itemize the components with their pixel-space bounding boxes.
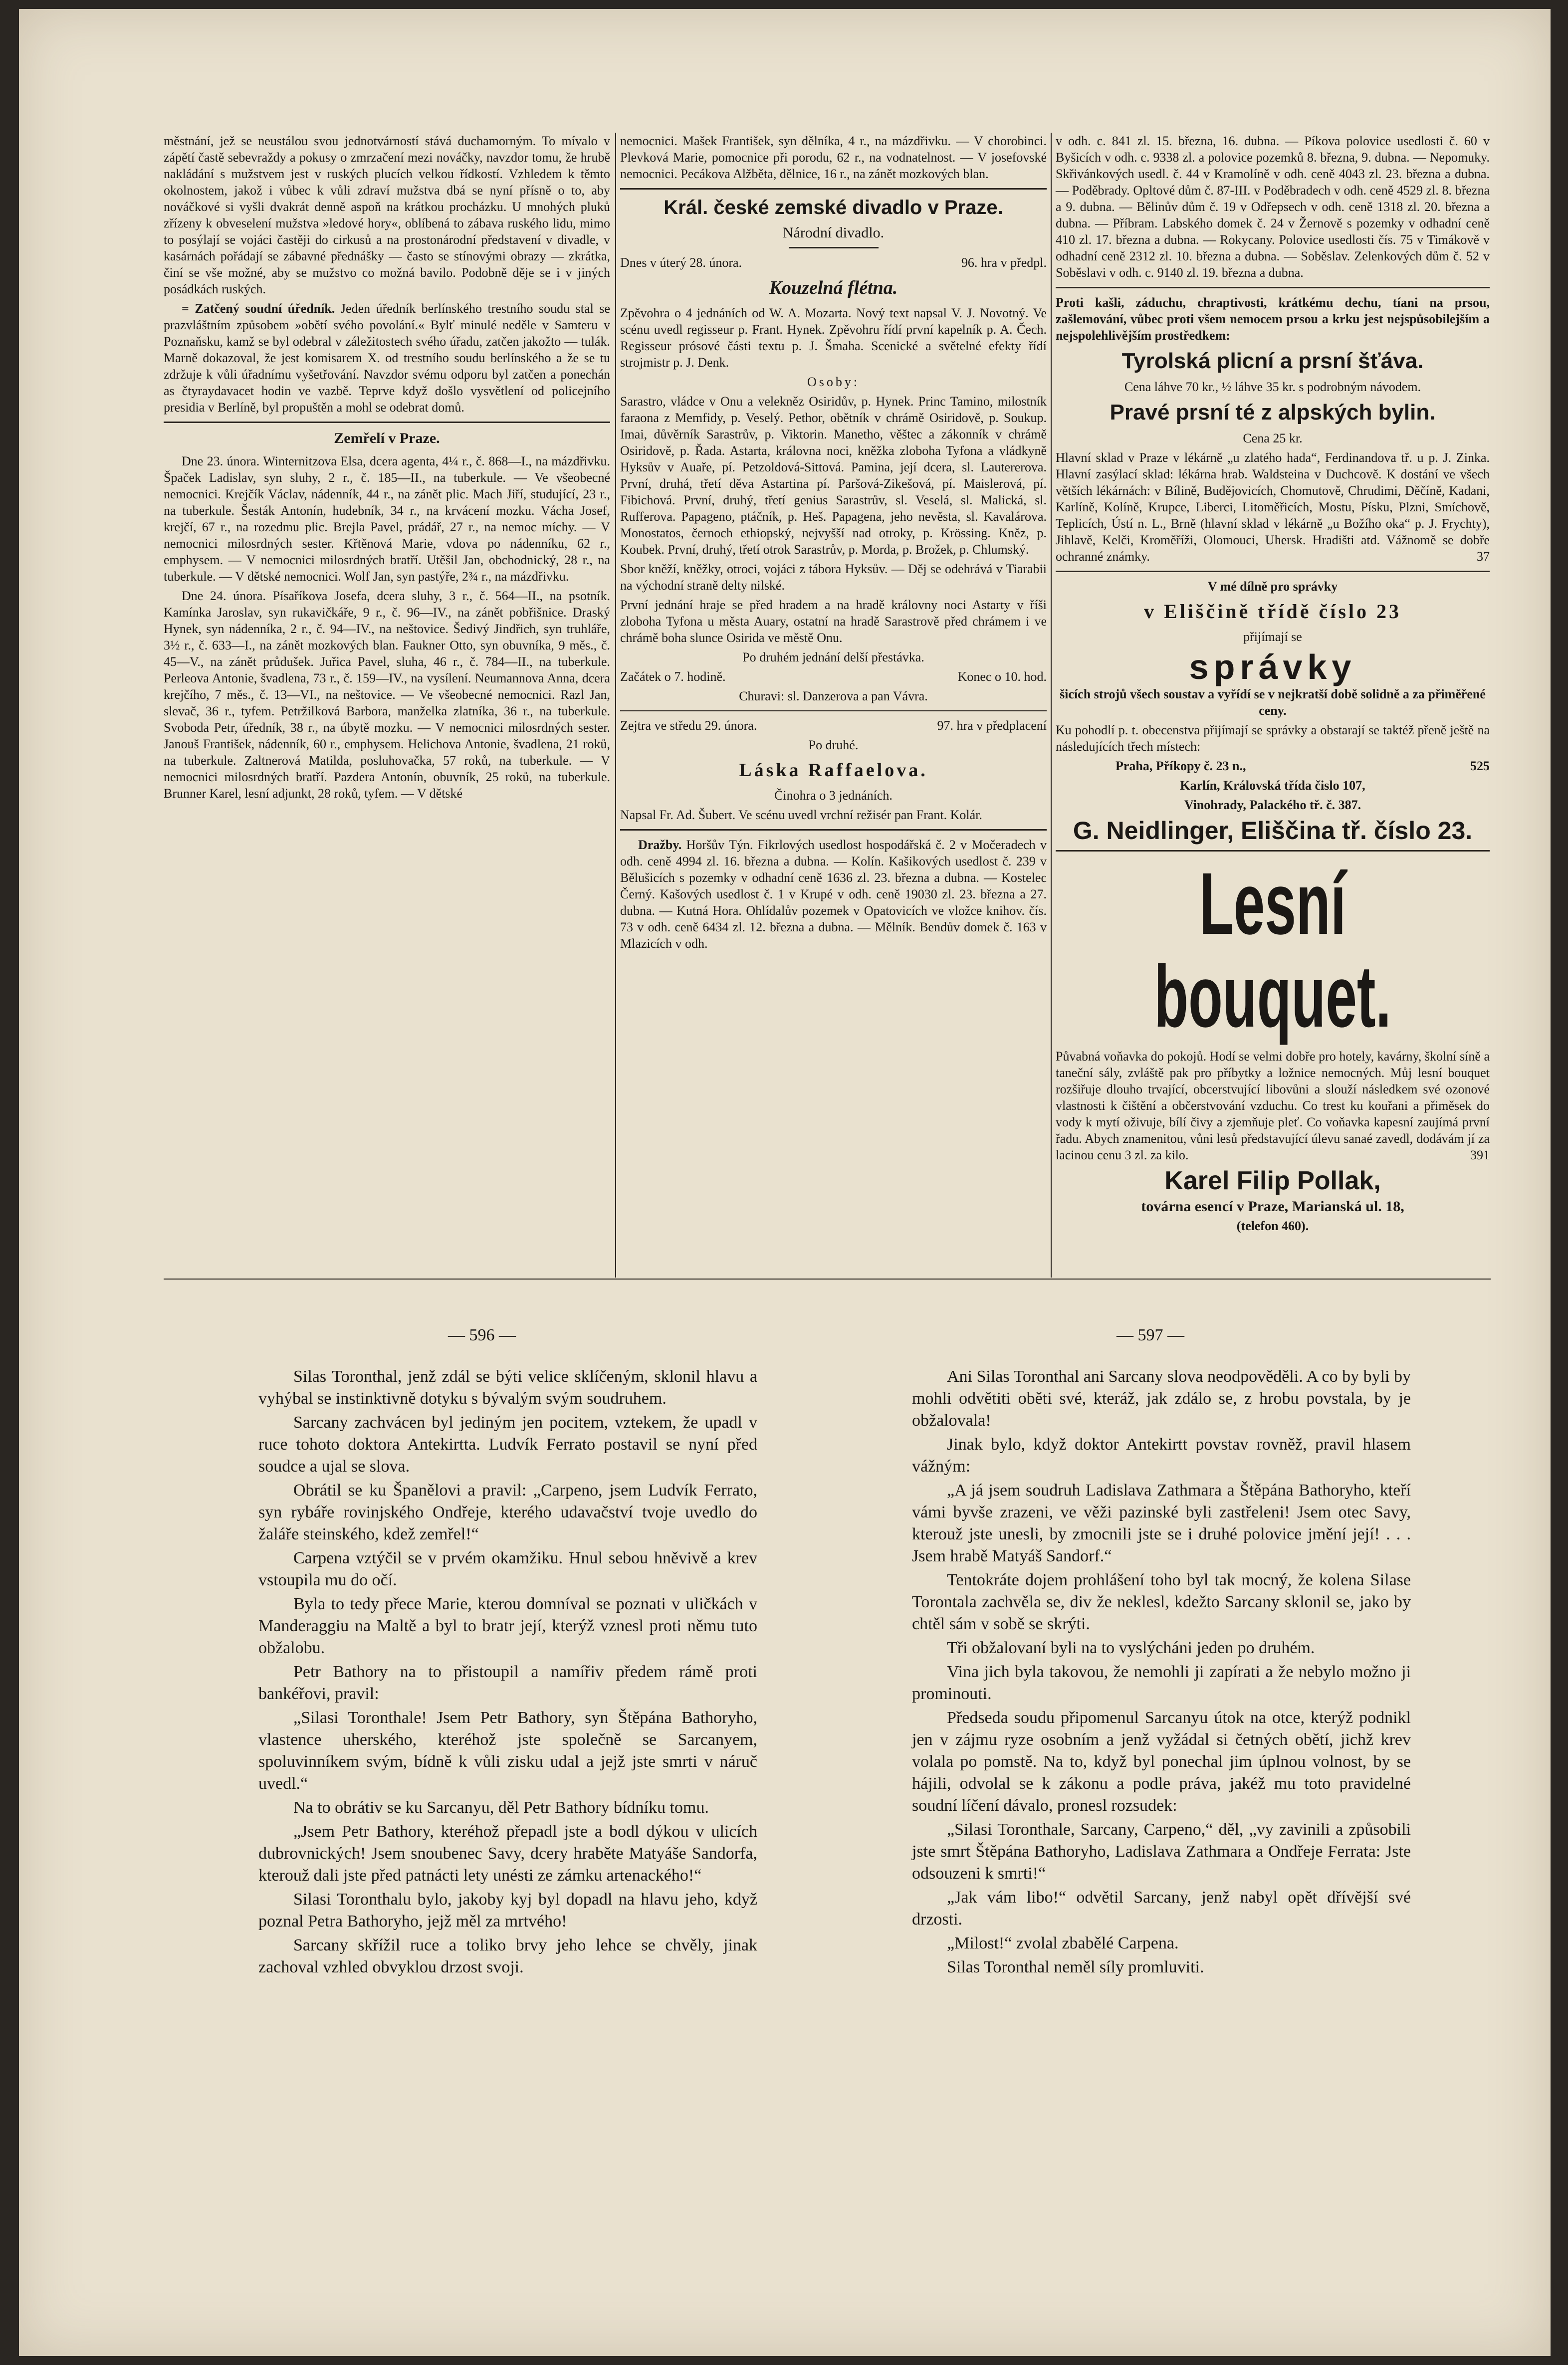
novel-paragraph: Silas Toronthal neměl síly promluviti. <box>947 1958 1204 1976</box>
article-headline: = Zatčený soudní úředník. <box>182 301 335 316</box>
auctions-body: Horšův Týn. Fikrlových usedlost hospodářská č. 2 v Močeradech v odh. ceně 4994 zl. 16. března a dubna. — Kolín. Kašikových usedlost č. 239 v Bělušicích s pozemky v odhadní ceně 1636 zl. 23. března a dubna. — Kostelec Černý. Kašových usedlost č. 1 v Krupé v odh. ceně 19030 zl. 23. března a 27. dubna. — Kutná Hora. Ohlídalův pozemek v Opatovicích ve vložce knihov. čís. 73 v odh. ceně 6434 zl. 12. března a dubna. — Mělník. Bendův domek č. 163 v Mlazicích v odh. <box>620 838 1047 951</box>
ad-tyrol-intro: Proti kašli, záduchu, chraptivosti, krátkému dechu, tíani na prsou, zašlemování, vůbec proti všem nemocem prsou a krku jest nejspůsobilejším a nejspolehlivějším prostředkem: <box>1056 295 1490 343</box>
novel-paragraph: Na to obrátiv se ku Sarcanyu, děl Petr Bathory bídníku tomu. <box>293 1798 709 1817</box>
article-text: nemocnici. Mašek František, syn dělníka, 4 r., na mázdřivku. — V chorobinci. Plevková Marie, pomocnice při porodu, 62 r., na vodnatelnost. — V josefovské nemocnici. Pecákova Alžběta, dělnice, 16 r., na zánět mozkových blan. <box>620 134 1047 181</box>
subscription-text: 97. hra v předplacení <box>937 718 1047 733</box>
start-time: Začátek o 7. hodině. <box>620 669 726 684</box>
newspaper-page <box>19 9 1551 2356</box>
ad-alpine-price: Cena 25 kr. <box>1243 431 1303 445</box>
chorus-text: Sbor kněží, kněžky, otroci, vojáci z tábora Hyksův. — Děj se odehrává v Tiarabii na východní straně delty nilské. <box>620 562 1047 593</box>
section-title-deaths: Zemřelí v Praze. <box>334 430 440 446</box>
novel-paragraph: Tentokráte dojem prohlášení toho byl tak mocný, že kolena Silase Torontala zachvěla se, div že neklesl, kdežto Sarcany sklonil se, jako by chtěl sám v sobě se skrýti. <box>912 1571 1411 1633</box>
ad-pollak-name: Karel Filip Pollak, <box>1164 1166 1381 1195</box>
ad-number: 391 <box>1470 1148 1490 1162</box>
middle-column <box>620 133 1047 955</box>
ad-shop-name: G. Neidlinger, Eliščina tř. číslo 23. <box>1073 817 1473 845</box>
novel-paragraph: Obrátil se ku Španělovi a pravil: „Carpeno, jsem Ludvík Ferrato, syn rybáře rovinjského Ondřeje, kterého udavačství tvoje uvedlo do žaláře steinského, kdež zemřel!“ <box>258 1481 757 1543</box>
ad-shop-location <box>1056 758 1490 774</box>
ad-lesni-body: Půvabná voňavka do pokojů. Hodí se velmi dobře pro hotely, kavárny, školní síně a taneční sály, zvláště pak pro příbytky a ložnice nemocných. Můj lesní bouquet rozšiřuje dlouho trvající, obcerstvující libovůni a slouží následkem své ozonové vlastnosti k čištění a občerstvování vzduchu. Co trest ku kouřani a přiměsek do vody k mytí oživuje, bílí čivy a zjemňuje pleť. Co voňavka kapesní zaujímá první řadu. Abych znamenitou, vůni lesů představující úlevu sanaé zavedl, dodávám jí za lacinou cenu 3 zl. za kilo. <box>1056 1049 1490 1162</box>
ad-alpine-body: Hlavní sklad v Praze v lékárně „u zlatého hada“, Ferdinandova tř. u p. J. Zinka. Hlavní zasýlací sklad: lékárna hrab. Waldsteina v Duchcově. K dostání ve všech větších lékárnách: v Bílině, Budějovicích, Chomutově, Chrudimi, Děčíně, Kadani, Karlíně, Kolíně, Krupce, Liberci, Litoměřicích, Mostu, Písku, Plzni, Smíchově, Teplicích, Ústí n. L., Brně (hlavní sklad v lékárně „u Božího oka“ p. J. Frychty), Jihlavě, Kelči, Kroměříži, Olomouci, Uhersk. Hradišti atd. Vážnomě se dobře ochranné známky. <box>1056 450 1490 564</box>
ad-number: 37 <box>1477 549 1490 564</box>
ad-number: 525 <box>1470 759 1490 773</box>
cast-heading: Osoby: <box>807 375 860 389</box>
performance-date <box>620 254 1047 271</box>
divider <box>1056 287 1490 288</box>
novel-paragraph: „Jak vám libo!“ odvětil Sarcany, jenž nabyl opět dřívější své drzosti. <box>912 1888 1411 1929</box>
article-text: městnání, jež se neustálou svou jednotvárností stává duchamorným. To mívalo v zápětí častě sebevraždy a pokusy o zmrzačení mezi nováčky, navzdor tomu, že hrubě nakládání s mužstvem jest v ruských plucích velkou řídkostí. Vzhledem k těmto okolnostem, jakož i vůbec k vůli zdraví mužstva dbá se nyní přísně o to, aby nováčkové si vyšli dvakrát denně aspoň na krátkou procházku. U mnohých pluků zřízeny k obveselení mužstva »ledové hory«, oblíbená to zábava ruského lidu, mimo to posýlají se vojáci častěji do cirkusů a na prostonárodní představení v divadle, v kasárnách pořádají se zábavné přednášky — často se stínovými obrazy — zkrátka, činí se vše možné, aby se mužstvo co možná bavilo. Podobně děje se i v jiných posádkách ruských. <box>164 134 610 296</box>
page-divider <box>164 1279 1491 1280</box>
ad-lesni-text <box>1056 1048 1490 1163</box>
ad-shop-address: v Eliščině třídě číslo 23 <box>1143 600 1402 623</box>
opera-title: Kouzelná flétna. <box>769 277 898 298</box>
show-times <box>620 668 1047 685</box>
novel-right-page <box>912 1366 1411 1980</box>
novel-paragraph: Silas Toronthal, jenž zdál se býti velice sklíčeným, sklonil hlavu a vyhýbal se instinktivně dotyku s bývalým svým soudruhem. <box>258 1367 757 1408</box>
deaths-list: Dne 24. února. Písaříkova Josefa, dcera sluhy, 3 r., č. 564—II., na psotník. Kamínka Jaroslav, syn rukavičkáře, 9 r., č. 96—IV., na zánět pobřišnice. Draský Hynek, syn nádenníka, 2 r., č. 94—IV., na neštovice. Šedivý Jindřich, syn truhláře, 3½ r., č. 633—I., na zánět mozkových blan. Faukner Otto, syn obuvníka, 9 měs., č. 45—V., na zánět průdušek. Juřica Pavel, sluha, 46 r., č. 784—II., na tuberkule. Perleova Antonie, švadlena, 73 r., č. 159—IV., na vysílení. Neumannova Anna, dcera krejčího, 7 měs., č. 13—VI., na neštovice. — Ve všeobecné nemocnici. Razl Jan, slevač, 36 r., tyfem. Petržilková Barbora, manželka zlatníka, 36 r., na tuberkule. Svoboda Petr, úředník, 38 r., na úbytě mozku. — V nemocnici milosrdných sester. Janouš František, nádenník, 60 r., emphysem. Helichova Antonie, švadlena, 21 roků, na tuberkule. Zaltnerová Matilda, posluhovačka, 57 roků, na tuberkule. — V nemocnici milosrdných bratří. Pazdera Antonín, obuvník, 25 roků, na tuberkule. Brunner Karel, lesní adjunkt, 28 roků, tyfem. — V dětské <box>164 589 610 801</box>
theatre-title: Král. české zemské divadlo v Praze. <box>664 197 1003 218</box>
novel-paragraph: Carpena vztýčil se v prvém okamžiku. Hnul sebou hněvivě a krev vstoupila mu do očí. <box>258 1549 757 1589</box>
novel-paragraph: „Milost!“ zvolal zbabělé Carpena. <box>947 1934 1179 1952</box>
play-author: Napsal Fr. Ad. Šubert. Ve scénu uvedl vrchní režisér pan Frant. Kolár. <box>620 808 982 822</box>
absent-note: Churavi: sl. Danzerova a pan Vávra. <box>739 689 928 703</box>
article-body: Jeden úředník berlínského trestního soudu stal se prazvláštním způsobem »obětí svého povolání.« Bylť minulé neděle v Samteru v Poznaňsku, kamž se byl odebral v záležitostech svého úřadu, zatčen jakožto — tulák. Marně dokazoval, že jest komisarem X. od trestního soudu berlínského a že se tu zdržuje k vůli úřadnímu vyšetřování. Navzdor svému odporu byl zatčen a ponechán as čtyraydavacet hodin ve vazbě. Teprve když došlo vysvětlení od policejního presidia v Berlíně, byl propuštěn a mohl se odebrat domů. <box>164 301 610 415</box>
column-divider <box>615 133 616 1278</box>
ad-shop-location: Karlín, Královská třída čislo 107, <box>1180 778 1365 793</box>
location-text: Praha, Příkopy č. 23 n., <box>1116 759 1246 773</box>
pause-note: Po druhém jednání delší přestávka. <box>742 650 924 664</box>
divider <box>1056 850 1490 852</box>
divider <box>620 188 1047 190</box>
date-text: Zejtra ve středu 29. února. <box>620 718 757 733</box>
ad-pollak-phone: (telefon 460). <box>1236 1219 1309 1233</box>
ad-alpine-text <box>1056 449 1490 565</box>
ad-shop-location: Vinohrady, Palackého tř. č. 387. <box>1184 798 1361 812</box>
novel-paragraph: Sarcany zachvácen byl jediným jen pocitem, vztekem, že upadl v ruce tohoto doktora Antekirtta. Ludvík Ferrato postavil se nyní před soudce a ujal se slova. <box>258 1413 757 1476</box>
divider <box>1056 571 1490 572</box>
scene-note: První jednání hraje se před hradem a na hradě královny noci Astarty v říši zloboha Tyfona u města Auary, ostatní na hradě Sarastrově před chrámem i ve chrámě boha slunce Osirida ve městě Onu. <box>620 598 1047 645</box>
ad-lesni-title: Lesní bouquet. <box>1154 855 1391 1046</box>
novel-paragraph: „A já jsem soudruh Ladislava Zathmara a Štěpána Bathoryho, kteří vámi byvše zrazeni, ve věži pazinské byli zastřeleni! Jsem otec Savy, kterouž jste unesli, by zmocnili jste se i druhé polovice jmění její! . . . Jsem hrabě Matyáš Sandorf.“ <box>912 1481 1411 1565</box>
ad-shop-line: V mé dílně pro správky <box>1207 579 1338 594</box>
divider <box>620 829 1047 831</box>
left-column <box>164 133 610 805</box>
auctions-heading: Dražby. <box>638 838 682 852</box>
cast-list: Sarastro, vládce v Onu a velekněz Osiridův, p. Hynek. Princ Tamino, milostník faraona z Memfidy, p. Veselý. Pethor, obětník v chrámě Osiridově, p. Soukup. Imai, důvěrník Sarastrův, p. Viktorin. Manetho, věštec a zákonník v chrámě Osiridově, p. Řada. Astarta, královna noci, kněžka zloboha Tyfona a vládkyně Hyksův v Auaře, pí. Petzoldová-Sittová. Pamina, její dcera, sl. Lautererova. První, druhá, třetí děva Astartina pí. Paršová-Zikešová, pí. Maislerová, pí. Fibichová. První, druhý, třetí genius Sarastrův, sl. Veselá, sl. Malická, sl. Rufferova. Papageno, ptáčník, p. Heš. Papagena, jeho nevěsta, sl. Kavalárova. Monostatos, černoch ethiopský, nejvyšší nad otroky, p. Krössing. Kněz, p. Koubek. První, druhý, třetí otrok Sarastrův, p. Morda, p. Brožek, p. Chlumský. <box>620 394 1047 557</box>
novel-paragraph: „Silasi Toronthale, Sarcany, Carpeno,“ děl, „vy zavinili a způsobili jste smrt Štěpána Bathoryho, Ladislava Zathmara a Ondřeje Ferrata: Jste odsouzeni k smrti!“ <box>912 1820 1411 1883</box>
page-number-left: — 596 — <box>448 1326 516 1344</box>
performance-date <box>620 717 1047 734</box>
novel-paragraph: Jinak bylo, když doktor Antekirtt povstav rovněž, pravil hlasem vážným: <box>912 1435 1411 1476</box>
ad-alpine-title: Pravé prsní té z alpských bylin. <box>1110 400 1436 425</box>
end-time: Konec o 10. hod. <box>957 669 1047 684</box>
novel-paragraph: Tři obžalovaní byli na to vyslýcháni jeden po druhém. <box>947 1639 1315 1657</box>
novel-paragraph: Ani Silas Toronthal ani Sarcany slova neodpověděli. A co by byli by mohli odvětiti oběti své, kteráž, jak zdálo se, z hrobu povstala, by je obžalovala! <box>912 1367 1411 1430</box>
novel-paragraph: Předseda soudu připomenul Sarcanyu útok na otce, kterýž podnikl jen v zájmu ryze osobním a jenž vyžádal si četných obětí, jichž krev volala po pomstě. Na to, když byl ponechal jim úplnou volnost, by se hájili, odvolal se k zákonu a podle práva, jakéž mu toto pravidelné soudní líčení dávalo, pronesl rozsudek: <box>912 1709 1411 1815</box>
right-column <box>1056 133 1490 1237</box>
theatre-subtitle: Národní divadlo. <box>782 224 885 241</box>
novel-paragraph: Silasi Toronthalu bylo, jakoby kyj byl dopadl na hlavu jeho, když poznal Petra Bathoryho, jejž měl za mrtvého! <box>258 1890 757 1931</box>
novel-paragraph: „Jsem Petr Bathory, kteréhož přepadl jste a bodl dýkou v ulicích dubrovnických! Jsem snoubenec Savy, dcery hraběte Matyáše Sandorfa, kterouž dali jste před patnácti lety unésti ze zámku artenackého!“ <box>258 1822 757 1885</box>
novel-paragraph: Vina jich byla takovou, že nemohli ji zapírati a že nebylo možno ji prominouti. <box>912 1663 1411 1703</box>
date-text: Dnes v úterý 28. února. <box>620 255 742 270</box>
ad-shop-line: přijímají se <box>1243 630 1302 644</box>
divider <box>620 710 1047 711</box>
opera-description: Zpěvohra o 4 jednáních od W. A. Mozarta. Nový text napsal V. J. Novotný. Ve scénu uvedl regisseur p. Frant. Hynek. Zpěvohru řídí první kapelník p. A. Čech. Regisseur prósové části textu p. J. Šmaha. Scenické a světelné efekty řídí strojmistr p. J. Denk. <box>620 306 1047 370</box>
ad-shop-text: Ku pohodlí p. t. obecenstva přijímají se správky a obstarají se taktéž přeně ještě na následujících třech místech: <box>1056 723 1490 754</box>
ad-shop-repairs: správky <box>1189 647 1356 686</box>
novel-paragraph: Sarcany skřížil ruce a toliko brvy jeho lehce se chvěly, jinak zachoval vzhled obvyklou drzost svoji. <box>258 1936 757 1976</box>
article-text <box>164 300 610 416</box>
divider <box>164 422 610 423</box>
ad-tyrol-title: Tyrolská plicní a prsní šťáva. <box>1121 349 1424 373</box>
repeat-note: Po druhé. <box>808 738 859 752</box>
deaths-list: Dne 23. února. Winternitzova Elsa, dcera agenta, 4¼ r., č. 868—I., na mázdřivku. Špaček Ladislav, syn sluhy, 2 r., č. 185—II., na tuberkule. — Ve všeobecné nemocnici. Krejčík Václav, nádenník, 44 r., na zánět plic. Mach Jiří, studující, 23 r., na tuberkule. Šesták Antonín, hudebník, 34 r., na krvácení mozku. Vácha Josef, krejčí, 67 r., na rozedmu plic. Brejla Pavel, prádář, 27 r., na nemoc míchy. — V nemocnici milosrdných sester. Křtěnová Marie, vdova po nádenníku, 62 r., emphysem. — V nemocnici milosrdných bratří. Utěšil Jan, obchodnický, 28 r., na tuberkule. — V dětské nemocnici. Wolf Jan, syn pastýře, 2¾ r., na mázdřivku. <box>164 454 610 584</box>
auctions-continued: v odh. c. 841 zl. 15. března, 16. dubna. — Píkova polovice usedlosti č. 60 v Byšicích v odh. c. 9338 zl. a polovice pozemků 8. března, 9. dubna. — Nepomuky. Skřivánkových usedl. č. 44 v Kramolíně v odh. ceně 4043 zl. 23. března a dubna. — Poděbrady. Opltové dům č. 87-III. v Poděbradech v odh. ceně 4529 zl. 8. března a 9. dubna. — Bělinův dům č. 19 v Odřepsech v odh. ceně 1318 zl. 20. března a dubna. — Příbram. Labského domek č. 24 v Žernově s pozemky v odhadní ceně 410 zl. 17. března a dubna. — Rokycany. Polovice usedlosti čís. 75 v Timákově v odhadní ceně 2312 zl. 10. března a dubna. — Soběslav. Zelenkových dům č. 52 v Soběslavi v odh. c. 9140 zl. 19. března a dubna. <box>1056 134 1490 280</box>
column-divider <box>1051 133 1052 1278</box>
ad-tyrol-price: Cena láhve 70 kr., ½ láhve 35 kr. s podrobným návodem. <box>1124 380 1421 394</box>
play-title: Láska Raffaelova. <box>739 760 928 781</box>
novel-paragraph: „Silasi Toronthale! Jsem Petr Bathory, syn Štěpána Bathoryho, vlastence uherského, kteréhož jste společně se Sarcanyem, spoluvinníkem svým, bídně k vůli zisku udal a jejž jste smrti v náruč uvedl.“ <box>258 1709 757 1793</box>
novel-paragraph: Petr Bathory na to přistoupil a namířiv předem rámě proti bankéřovi, pravil: <box>258 1663 757 1703</box>
ad-shop-text: šicích strojů všech soustav a vyřídí se v nejkratší době solidně a za přiměřené ceny. <box>1060 687 1486 718</box>
play-description: Činohra o 3 jednáních. <box>774 788 893 803</box>
ad-pollak-address: továrna esencí v Praze, Marianská ul. 18, <box>1141 1198 1404 1215</box>
subscription-text: 96. hra v předpl. <box>961 255 1047 270</box>
page-number-right: — 597 — <box>1117 1326 1184 1344</box>
novel-paragraph: Byla to tedy přece Marie, kterou domníval se poznati v uličkách v Manderaggiu na Maltě a byl to bratr její, kterýž vznesl proti němu tuto obžalobu. <box>258 1595 757 1657</box>
novel-left-page <box>258 1366 757 1980</box>
divider <box>789 247 879 248</box>
auctions-text <box>620 837 1047 952</box>
